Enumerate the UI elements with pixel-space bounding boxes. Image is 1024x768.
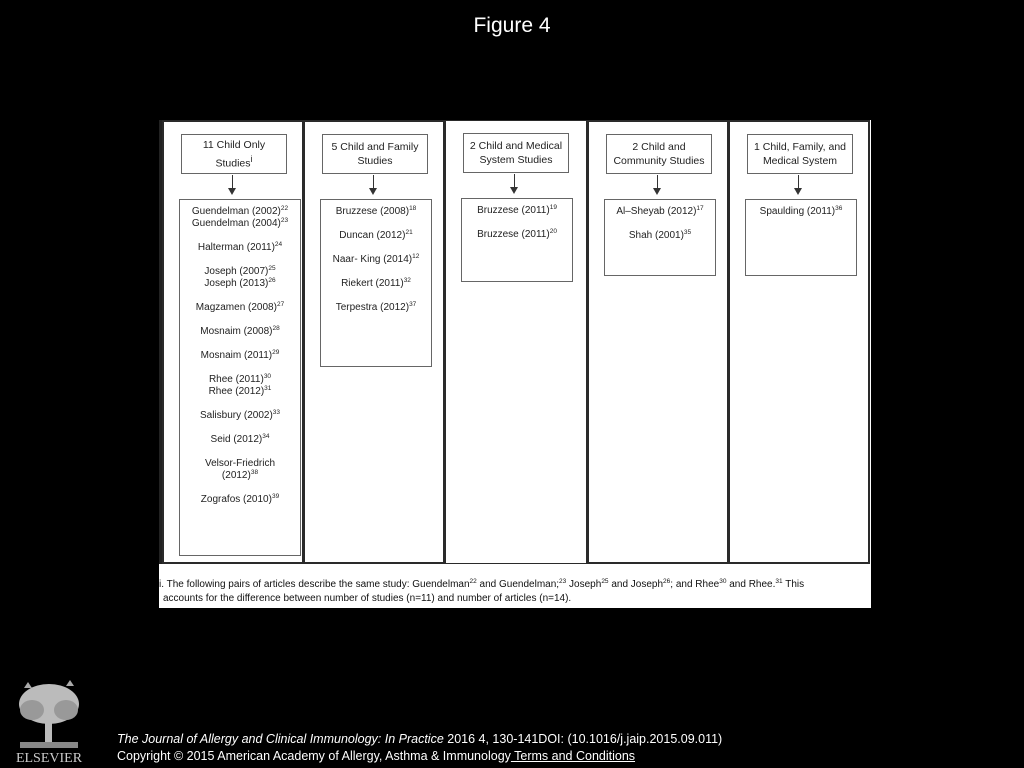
reference-number: 34	[262, 433, 270, 440]
category-header	[463, 133, 569, 173]
reference-number: 36	[835, 205, 843, 212]
reference-number: 17	[696, 205, 704, 212]
study-citation: Terpestra $(2012)^{37}$	[335, 301, 417, 313]
study-citation: Bruzzese $(2011)^{19}$	[477, 204, 557, 216]
reference-number: 38	[250, 469, 259, 476]
reference-number: 23	[280, 217, 289, 224]
reference-number: 30	[263, 373, 272, 380]
reference-number: 33	[272, 409, 281, 416]
study-citation: Mosnaim $(2008)^{28}$	[200, 325, 280, 337]
category-column-2	[303, 120, 445, 564]
category-column-4	[587, 120, 729, 564]
study-citation: Seid $(2012)^{34}$	[210, 433, 270, 445]
category-header-line: 2 Child and Medical	[469, 140, 563, 152]
reference-number: 30	[719, 578, 727, 585]
citation	[117, 731, 722, 765]
diagram-footnote	[159, 566, 871, 608]
reference-number: 25	[601, 578, 609, 585]
study-citation: Halterman $(2011)^{24}$	[197, 241, 283, 253]
copyright-text: Copyright © 2015 American Academy of Allergy, Asthma & Immunology	[117, 749, 511, 763]
study-citation: Naar- King $(2014)^{12}$	[332, 253, 420, 265]
reference-number: 22	[280, 205, 289, 212]
study-citation: Magzamen $(2008)^{27}$	[195, 301, 285, 313]
study-citation: Velsor-Friedrich $(2012)^{38}$	[204, 458, 276, 481]
flow-diagram	[159, 120, 871, 608]
study-list	[179, 199, 301, 556]
study-list	[461, 198, 573, 282]
category-header	[181, 134, 287, 174]
down-arrow-icon	[798, 175, 799, 193]
reference-number: 37	[409, 301, 417, 308]
category-header-line: Medical System	[762, 155, 838, 167]
category-header	[606, 134, 712, 174]
reference-number: 12	[412, 253, 420, 260]
reference-number: 22	[469, 578, 477, 585]
elsevier-tree-icon	[19, 680, 79, 748]
study-list	[745, 199, 857, 276]
study-list	[320, 199, 432, 367]
down-arrow-icon	[373, 175, 374, 193]
reference-number: 29	[272, 349, 280, 356]
category-header-line: Studies	[357, 155, 393, 167]
category-column-3	[445, 120, 587, 564]
reference-number: 26	[663, 578, 671, 585]
study-citation: Salisbury $(2002)^{33}$	[199, 409, 281, 421]
study-list	[604, 199, 716, 276]
study-citation: Zografos $(2010)^{39}$	[200, 493, 280, 505]
reference-number: 23	[559, 578, 567, 585]
reference-number: 24	[274, 241, 283, 248]
study-citation: Duncan $(2012)^{21}$	[339, 229, 413, 241]
study-citation: Rhee $(2011)^{30}$ Rhee $(2012)^{31}$	[208, 373, 272, 397]
reference-number: 20	[549, 228, 557, 235]
study-citation: Joseph $(2007)^{25}$ Joseph $(2013)^{26}$	[204, 265, 276, 289]
reference-number: 19	[549, 204, 557, 211]
slide-title: Figure 4	[473, 14, 551, 37]
reference-number: 18	[409, 205, 417, 212]
study-citation: Bruzzese $(2011)^{20}$	[477, 228, 557, 240]
footnote-line-1: i. The following pairs of articles describe the same study: Guendelman$^{22}$ and Guendelman;$^{23}$ Joseph$^{25}$ and Joseph$^{26}$; and Rhee$^{30}$ and Rhee.$^{31}$ This	[159, 578, 805, 590]
reference-number: 27	[276, 301, 285, 308]
reference-number: 31	[264, 385, 272, 392]
down-arrow-icon	[232, 175, 233, 193]
reference-number: 21	[405, 229, 413, 236]
reference-number: 39	[271, 493, 280, 500]
down-arrow-icon	[657, 175, 658, 193]
category-header	[747, 134, 853, 174]
footnote-line-2: accounts for the difference between number of studies (n=11) and number of articles (n=14).	[163, 593, 572, 604]
reference-number: 32	[403, 277, 411, 284]
category-header-line: Community Studies	[613, 155, 705, 167]
reference-number: 25	[268, 265, 276, 272]
citation-details: 2016 4, 130-141DOI: (10.1016/j.jaip.2015.09.011)	[443, 732, 723, 746]
reference-number: 26	[268, 277, 276, 284]
reference-number: 28	[272, 325, 280, 332]
study-citation: Shah $(2001)^{35}$	[628, 229, 692, 241]
study-citation: Riekert $(2011)^{32}$	[341, 277, 411, 289]
category-header-line: System Studies	[479, 154, 553, 166]
elsevier-logo	[10, 680, 88, 764]
category-header	[322, 134, 428, 174]
category-header-line: 11 Child Only	[202, 138, 266, 151]
elsevier-wordmark: ELSEVIER	[15, 751, 83, 764]
footnote-marker: i	[250, 153, 253, 164]
study-citation: Bruzzese $(2008)^{18}$	[335, 205, 417, 217]
category-column-5	[728, 120, 870, 564]
reference-number: 31	[775, 578, 783, 585]
category-header-line: 2 Child and	[632, 141, 686, 153]
journal-name: The Journal of Allergy and Clinical Immunology: In Practice	[117, 732, 444, 746]
category-header-line: 1 Child, Family, and	[753, 141, 846, 153]
category-column-1	[162, 120, 304, 564]
study-citation: Guendelman $(2002)^{22}$ Guendelman $(2004)^{23}$	[191, 205, 289, 229]
study-citation: Mosnaim $(2011)^{29}$	[200, 349, 280, 361]
down-arrow-icon	[514, 174, 515, 192]
terms-link[interactable]: Terms and Conditions	[510, 749, 636, 763]
reference-number: 35	[683, 229, 692, 236]
category-header-line: Studies$^i$	[215, 153, 253, 170]
category-header-line: 5 Child and Family	[331, 141, 419, 153]
study-citation: Al–Sheyab $(2012)^{17}$	[616, 205, 704, 217]
study-citation: Spaulding $(2011)^{36}$	[759, 205, 843, 217]
